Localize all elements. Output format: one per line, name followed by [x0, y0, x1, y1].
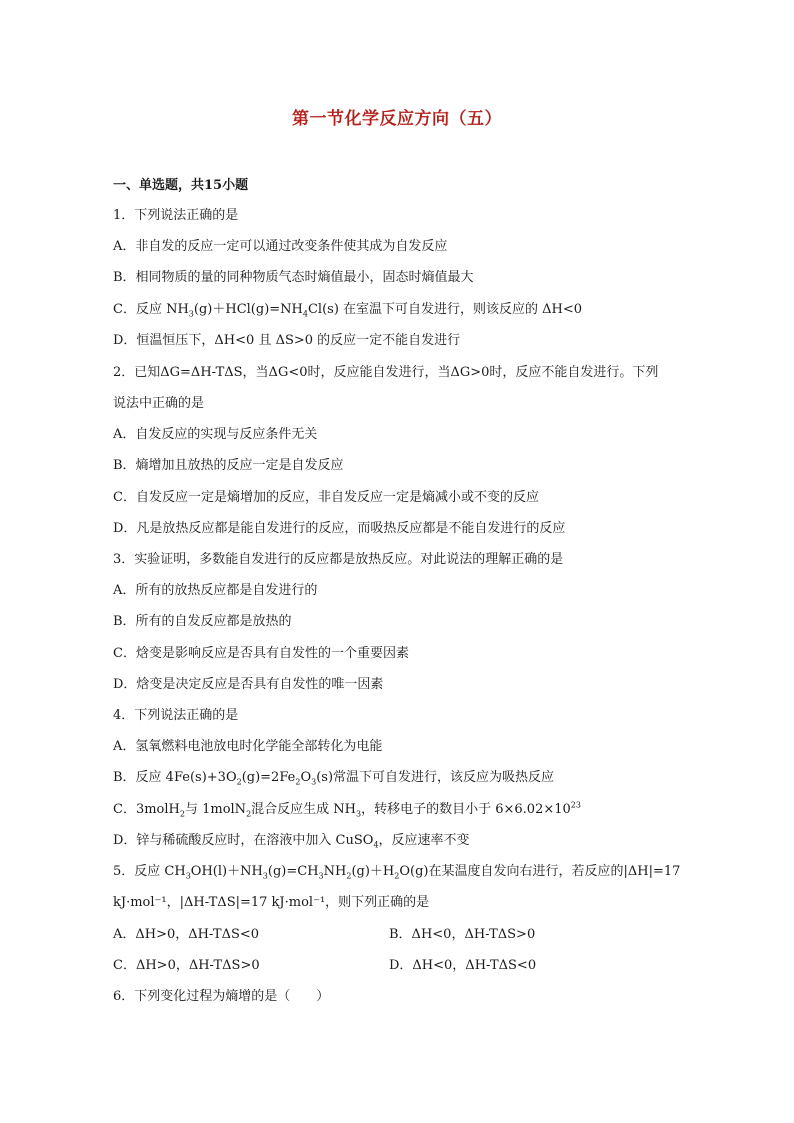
- question-3-option-c: C．焓变是影响反应是否具有自发性的一个重要因素: [113, 646, 409, 661]
- question-2-line-2: 说法中正确的是: [113, 396, 205, 411]
- question-5-option-b: B．ΔH<0，ΔH-TΔS>0: [389, 927, 536, 942]
- section-heading: 一、单选题，共15小题: [113, 178, 249, 193]
- question-1-option-c: C．反应 $NH_3(g)+HCl(g)=NH_4Cl(s)$ 在室温下可自发进行，则该反应的 ΔH<0: [113, 302, 583, 319]
- question-1: 1．下列说法正确的是: [113, 208, 239, 223]
- question-3: 3．实验证明，多数能自发进行的反应都是放热反应。对此说法的理解正确的是: [113, 552, 564, 567]
- question-4-option-a: A．氢氧燃料电池放电时化学能全部转化为电能: [113, 739, 383, 754]
- question-5-option-d: D．ΔH<0，ΔH-TΔS<0: [389, 958, 537, 973]
- page-title: 第一节化学反应方向（五）: [292, 109, 502, 129]
- question-4-option-c: C．3molH$_2$与 1molN$_2$混合反应生成 $NH_3$，转移电子的数目小于 $6\times 6.02\times 10^{23}$: [113, 800, 581, 819]
- question-1-option-d: D．恒温恒压下，ΔH<0 且 ΔS>0 的反应一定不能自发进行: [113, 333, 461, 348]
- question-2-line-1: 2．已知ΔG=ΔH-TΔS，当ΔG<0时，反应能自发进行，当ΔG>0时，反应不能自发进行。下列: [113, 365, 659, 380]
- question-2-option-b: B．熵增加且放热的反应一定是自发反应: [113, 458, 344, 473]
- question-5-option-a: A．ΔH>0，ΔH-TΔS<0: [113, 927, 260, 942]
- question-5-line-1: 5．反应 $CH_3OH(l)+NH_3(g)=CH_3NH_2(g)+H_2O(g)$在某温度自发向右进行，若反应的|ΔH|=17: [113, 864, 681, 881]
- question-3-option-d: D．焓变是决定反应是否具有自发性的唯一因素: [113, 677, 384, 692]
- question-4-option-b: B．反应 $4Fe(s)+3O_2(g)=2Fe_2O_3(s)$常温下可自发进行，该反应为吸热反应: [113, 770, 555, 787]
- question-1-option-b: B．相同物质的量的同种物质气态时熵值最小，固态时熵值最大: [113, 270, 474, 285]
- question-4: 4．下列说法正确的是: [113, 708, 239, 723]
- question-3-option-a: A．所有的放热反应都是自发进行的: [113, 583, 318, 598]
- question-2-option-d: D．凡是放热反应都是能自发进行的反应，而吸热反应都是不能自发进行的反应: [113, 521, 566, 536]
- question-5-options-row-1: [113, 926, 693, 944]
- question-5-line-2: kJ·mol⁻¹，|ΔH-TΔS|=17 kJ·mol⁻¹，则下列正确的是: [113, 895, 430, 910]
- question-6: 6．下列变化过程为熵增的是（ ）: [113, 989, 330, 1004]
- question-3-option-b: B．所有的自发反应都是放热的: [113, 614, 292, 629]
- question-4-option-d: D．锌与稀硫酸反应时，在溶液中加入 CuSO$_4$，反应速率不变: [113, 833, 470, 850]
- question-2-option-c: C．自发反应一定是熵增加的反应，非自发反应一定是熵减小或不变的反应: [113, 490, 539, 505]
- question-1-option-a: A．非自发的反应一定可以通过改变条件使其成为自发反应: [113, 239, 448, 254]
- question-5-option-c: C．ΔH>0，ΔH-TΔS>0: [113, 958, 260, 973]
- question-5-options-row-2: [113, 957, 693, 975]
- question-2-option-a: A．自发反应的实现与反应条件无关: [113, 427, 318, 442]
